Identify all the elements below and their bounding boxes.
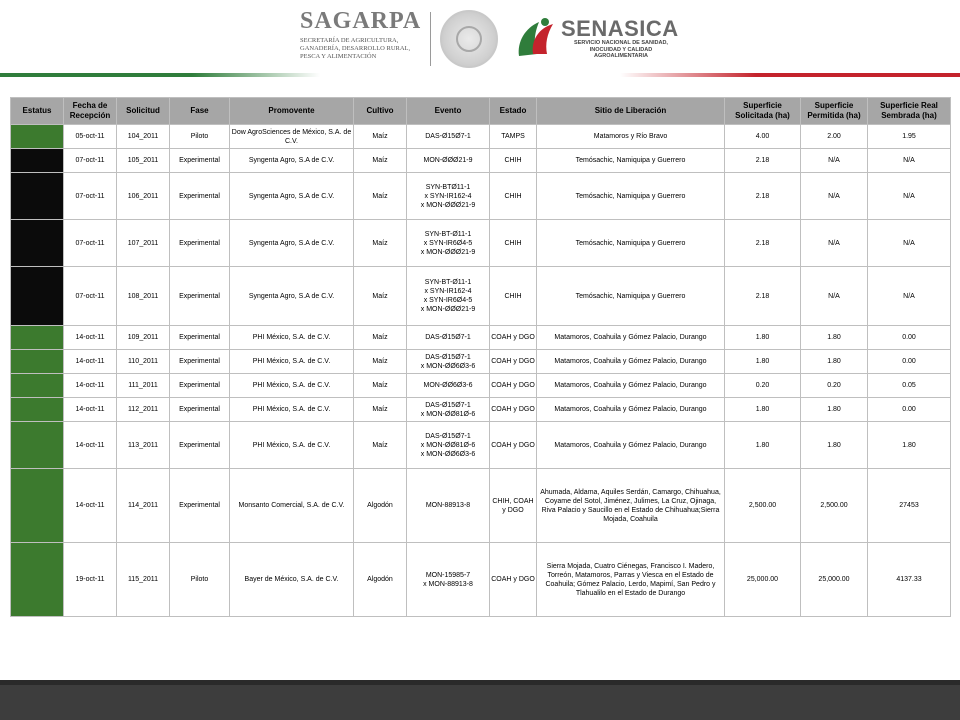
cell-solicitud: 113_2011 — [117, 422, 170, 469]
evento-line: x MON-88913-8 — [423, 580, 473, 588]
cell-sitio: Matamoros y Río Bravo — [537, 125, 725, 149]
evento-line: x MON-ØØØ21-9 — [420, 248, 476, 256]
cell-solicitud: 109_2011 — [117, 326, 170, 350]
cell-evento — [407, 469, 490, 543]
status-indicator — [11, 422, 64, 469]
cell-cultivo: Algodón — [354, 469, 407, 543]
cell-sitio: Matamoros, Coahuila y Gómez Palacio, Durango — [537, 374, 725, 398]
cell-estado: CHIH — [490, 173, 537, 220]
senasica-logo — [515, 14, 679, 64]
col-header-sup-sembrada: Superficie Real Sembrada (ha) — [868, 98, 951, 125]
cell-fecha: 07-oct-11 — [64, 173, 117, 220]
cell-solicitud: 107_2011 — [117, 220, 170, 267]
status-indicator — [11, 469, 64, 543]
cell-estado: COAH y DGO — [490, 326, 537, 350]
cell-sup-solicitada: 1.80 — [725, 350, 801, 374]
evento-line: DAS-Ø15Ø7-1 — [425, 334, 471, 341]
table-row — [11, 469, 951, 543]
cell-fase: Experimental — [170, 149, 230, 173]
header-red-line — [620, 73, 960, 77]
cell-cultivo: Maíz — [354, 125, 407, 149]
cell-promovente: Syngenta Agro, S.A de C.V. — [230, 220, 354, 267]
cell-cultivo: Maíz — [354, 350, 407, 374]
cell-sup-sembrada: 0.00 — [868, 398, 951, 422]
cell-sitio: Sierra Mojada, Cuatro Ciénegas, Francisco I. Madero, Torreón, Matamoros, Parras y Viesca en el Estado de Coahuila; Gómez Palacio, Lerdo, Mapimí, San Pedro y Tlahualilo en el Estado de Durango — [537, 543, 725, 617]
evento-line: DAS-Ø15Ø7-1 — [425, 353, 471, 361]
cell-sup-permitida: 1.80 — [801, 422, 868, 469]
col-header-sitio: Sitio de Liberación — [537, 98, 725, 125]
cell-fecha: 14-oct-11 — [64, 326, 117, 350]
status-indicator — [11, 149, 64, 173]
cell-sup-sembrada: N/A — [868, 149, 951, 173]
evento-line: x SYN-IR6Ø4-5 — [423, 297, 473, 304]
cell-fecha: 07-oct-11 — [64, 267, 117, 326]
cell-fase: Experimental — [170, 422, 230, 469]
cell-promovente: PHI México, S.A. de C.V. — [230, 326, 354, 350]
col-header-fecha: Fecha de Recepción — [64, 98, 117, 125]
status-indicator — [11, 350, 64, 374]
cell-fecha: 07-oct-11 — [64, 149, 117, 173]
evento-line: x SYN-IR162-4 — [424, 192, 472, 200]
table-row — [11, 350, 951, 374]
status-indicator — [11, 220, 64, 267]
cell-promovente: PHI México, S.A. de C.V. — [230, 398, 354, 422]
col-header-sup-solicitada: Superficie Solicitada (ha) — [725, 98, 801, 125]
cell-promovente: Monsanto Comercial, S.A. de C.V. — [230, 469, 354, 543]
cell-sitio: Temósachic, Namiquipa y Guerrero — [537, 173, 725, 220]
cell-estado: COAH y DGO — [490, 543, 537, 617]
cell-fase: Experimental — [170, 220, 230, 267]
cell-solicitud: 115_2011 — [117, 543, 170, 617]
cell-sup-sembrada: 4137.33 — [868, 543, 951, 617]
status-indicator — [11, 543, 64, 617]
cell-sup-solicitada: 25,000.00 — [725, 543, 801, 617]
cell-sup-permitida: 1.80 — [801, 350, 868, 374]
cell-sup-permitida: N/A — [801, 173, 868, 220]
cell-cultivo: Maíz — [354, 267, 407, 326]
cell-estado: COAH y DGO — [490, 398, 537, 422]
evento-line: x MON-ØØ6Ø3-6 — [420, 450, 476, 458]
cell-fecha: 14-oct-11 — [64, 422, 117, 469]
national-seal-icon — [440, 10, 498, 68]
evento-line: x MON-ØØ81Ø-6 — [420, 410, 476, 418]
col-header-promovente: Promovente — [230, 98, 354, 125]
cell-sup-solicitada: 1.80 — [725, 398, 801, 422]
status-indicator — [11, 173, 64, 220]
header — [0, 0, 960, 80]
evento-line: x MON-ØØ81Ø-6 — [420, 441, 476, 449]
evento-line: x MON-ØØ6Ø3-6 — [420, 362, 476, 370]
cell-sup-sembrada: 0.05 — [868, 374, 951, 398]
cell-fecha: 19-oct-11 — [64, 543, 117, 617]
table-row — [11, 422, 951, 469]
cell-sitio: Temósachic, Namiquipa y Guerrero — [537, 220, 725, 267]
col-header-sup-permitida: Superficie Permitida (ha) — [801, 98, 868, 125]
cell-sitio: Temósachic, Namiquipa y Guerrero — [537, 267, 725, 326]
cell-fecha: 05-oct-11 — [64, 125, 117, 149]
logo-divider — [430, 12, 431, 66]
cell-fase: Experimental — [170, 469, 230, 543]
cell-cultivo: Maíz — [354, 326, 407, 350]
cell-cultivo: Maíz — [354, 220, 407, 267]
cell-evento — [407, 374, 490, 398]
evento-line: DAS-Ø15Ø7-1 — [425, 432, 471, 440]
cell-sup-solicitada: 2,500.00 — [725, 469, 801, 543]
table-row — [11, 267, 951, 326]
cell-promovente: Syngenta Agro, S.A de C.V. — [230, 267, 354, 326]
cell-evento — [407, 125, 490, 149]
senasica-subtitle: SERVICIO NACIONAL DE SANIDAD, INOCUIDAD Y CALIDAD AGROALIMENTARIA — [574, 40, 668, 59]
table-row — [11, 125, 951, 149]
cell-promovente: PHI México, S.A. de C.V. — [230, 350, 354, 374]
cell-promovente: PHI México, S.A. de C.V. — [230, 374, 354, 398]
cell-sup-solicitada: 2.18 — [725, 149, 801, 173]
evento-line: x MON-ØØØ21-9 — [420, 306, 476, 313]
cell-solicitud: 111_2011 — [117, 374, 170, 398]
cell-sup-sembrada: N/A — [868, 220, 951, 267]
releases-table — [10, 97, 951, 617]
cell-sup-sembrada: 0.00 — [868, 326, 951, 350]
cell-evento — [407, 220, 490, 267]
cell-fecha: 07-oct-11 — [64, 220, 117, 267]
cell-promovente: PHI México, S.A. de C.V. — [230, 422, 354, 469]
cell-sup-solicitada: 2.18 — [725, 267, 801, 326]
cell-sup-solicitada: 0.20 — [725, 374, 801, 398]
cell-fase: Experimental — [170, 398, 230, 422]
cell-cultivo: Maíz — [354, 149, 407, 173]
cell-fase: Experimental — [170, 374, 230, 398]
table-row — [11, 149, 951, 173]
status-indicator — [11, 374, 64, 398]
cell-fecha: 14-oct-11 — [64, 398, 117, 422]
cell-estado: CHIH, COAH y DGO — [490, 469, 537, 543]
cell-solicitud: 112_2011 — [117, 398, 170, 422]
cell-fase: Experimental — [170, 267, 230, 326]
cell-evento — [407, 173, 490, 220]
releases-table-container — [10, 97, 950, 617]
cell-sup-permitida: N/A — [801, 267, 868, 326]
table-row — [11, 543, 951, 617]
cell-sitio: Matamoros, Coahuila y Gómez Palacio, Durango — [537, 350, 725, 374]
cell-evento — [407, 326, 490, 350]
cell-promovente: Syngenta Agro, S.A de C.V. — [230, 149, 354, 173]
senasica-icon — [515, 16, 557, 60]
cell-sup-sembrada: 0.00 — [868, 350, 951, 374]
sagarpa-title: SAGARPA — [300, 8, 422, 34]
cell-sup-permitida: 0.20 — [801, 374, 868, 398]
cell-fase: Experimental — [170, 350, 230, 374]
cell-fase: Experimental — [170, 326, 230, 350]
cell-sup-solicitada: 1.80 — [725, 326, 801, 350]
col-header-estado: Estado — [490, 98, 537, 125]
cell-fecha: 14-oct-11 — [64, 350, 117, 374]
cell-sup-permitida: N/A — [801, 149, 868, 173]
cell-cultivo: Maíz — [354, 422, 407, 469]
evento-line: x SYN-IR6Ø4-5 — [423, 239, 473, 247]
cell-promovente: Bayer de México, S.A. de C.V. — [230, 543, 354, 617]
cell-estado: COAH y DGO — [490, 374, 537, 398]
evento-line: MON-88913-8 — [425, 502, 471, 509]
cell-evento — [407, 149, 490, 173]
sagarpa-logo — [300, 8, 430, 68]
cell-sup-permitida: 25,000.00 — [801, 543, 868, 617]
cell-sitio: Temósachic, Namiquipa y Guerrero — [537, 149, 725, 173]
evento-line: x SYN-IR162-4 — [424, 288, 472, 295]
table-body — [11, 125, 951, 617]
sagarpa-subtitle: SECRETARÍA DE AGRICULTURA, GANADERÍA, DESARROLLO RURAL, PESCA Y ALIMENTACIÓN — [300, 37, 411, 60]
status-indicator — [11, 326, 64, 350]
evento-line: MON-15985-7 — [425, 571, 471, 579]
cell-promovente: Syngenta Agro, S.A de C.V. — [230, 173, 354, 220]
cell-sitio: Matamoros, Coahuila y Gómez Palacio, Durango — [537, 398, 725, 422]
cell-evento — [407, 543, 490, 617]
table-header-row — [11, 98, 951, 125]
table-row — [11, 220, 951, 267]
cell-fase: Piloto — [170, 125, 230, 149]
cell-sup-sembrada: N/A — [868, 267, 951, 326]
status-indicator — [11, 398, 64, 422]
evento-line: x MON-ØØØ21-9 — [420, 201, 476, 209]
cell-cultivo: Maíz — [354, 398, 407, 422]
senasica-title: SENASICA — [561, 16, 679, 41]
cell-cultivo: Maíz — [354, 173, 407, 220]
table-row — [11, 326, 951, 350]
cell-sitio: Matamoros, Coahuila y Gómez Palacio, Durango — [537, 326, 725, 350]
col-header-solicitud: Solicitud — [117, 98, 170, 125]
table-row — [11, 173, 951, 220]
cell-fase: Experimental — [170, 173, 230, 220]
cell-sup-permitida: N/A — [801, 220, 868, 267]
cell-evento — [407, 398, 490, 422]
cell-solicitud: 104_2011 — [117, 125, 170, 149]
cell-cultivo: Maíz — [354, 374, 407, 398]
cell-sitio: Ahumada, Aldama, Aquiles Serdán, Camargo, Chihuahua, Coyame del Sotol, Jiménez, Julimes, La Cruz, Ojinaga, Riva Palacio y Saucillo en el Estado de Chihuahua;Sierra Mojada, Coahuila — [537, 469, 725, 543]
evento-line: MON-ØØØ21-9 — [423, 157, 473, 164]
cell-solicitud: 106_2011 — [117, 173, 170, 220]
cell-fecha: 14-oct-11 — [64, 469, 117, 543]
cell-cultivo: Algodón — [354, 543, 407, 617]
evento-line: SYN-BT-Ø11-1 — [424, 230, 472, 238]
status-indicator — [11, 125, 64, 149]
header-green-line — [0, 73, 320, 77]
cell-evento — [407, 422, 490, 469]
cell-estado: COAH y DGO — [490, 350, 537, 374]
cell-estado: CHIH — [490, 220, 537, 267]
cell-sitio: Matamoros, Coahuila y Gómez Palacio, Durango — [537, 422, 725, 469]
cell-sup-solicitada: 2.18 — [725, 173, 801, 220]
evento-line: MON-ØØ6Ø3-6 — [423, 382, 473, 389]
cell-estado: COAH y DGO — [490, 422, 537, 469]
cell-sup-solicitada: 4.00 — [725, 125, 801, 149]
status-indicator — [11, 267, 64, 326]
cell-estado: TAMPS — [490, 125, 537, 149]
evento-line: SYN-BTØ11-1 — [425, 183, 471, 191]
cell-sup-permitida: 1.80 — [801, 326, 868, 350]
cell-solicitud: 108_2011 — [117, 267, 170, 326]
cell-solicitud: 110_2011 — [117, 350, 170, 374]
cell-sup-sembrada: 27453 — [868, 469, 951, 543]
col-header-estatus: Estatus — [11, 98, 64, 125]
cell-estado: CHIH — [490, 149, 537, 173]
evento-line: DAS-Ø15Ø7-1 — [425, 401, 471, 409]
cell-sup-solicitada: 1.80 — [725, 422, 801, 469]
table-row — [11, 398, 951, 422]
col-header-cultivo: Cultivo — [354, 98, 407, 125]
cell-sup-sembrada: N/A — [868, 173, 951, 220]
footer-band — [0, 680, 960, 685]
col-header-evento: Evento — [407, 98, 490, 125]
cell-sup-sembrada: 1.95 — [868, 125, 951, 149]
cell-estado: CHIH — [490, 267, 537, 326]
cell-evento — [407, 350, 490, 374]
cell-solicitud: 105_2011 — [117, 149, 170, 173]
cell-evento — [407, 267, 490, 326]
cell-sup-permitida: 1.80 — [801, 398, 868, 422]
cell-sup-permitida: 2,500.00 — [801, 469, 868, 543]
cell-fecha: 14-oct-11 — [64, 374, 117, 398]
cell-promovente: Dow AgroSciences de México, S.A. de C.V. — [230, 125, 354, 149]
footer-bar — [0, 680, 960, 720]
cell-solicitud: 114_2011 — [117, 469, 170, 543]
cell-fase: Piloto — [170, 543, 230, 617]
cell-sup-solicitada: 2.18 — [725, 220, 801, 267]
evento-line: DAS-Ø15Ø7-1 — [425, 133, 471, 140]
cell-sup-permitida: 2.00 — [801, 125, 868, 149]
evento-line: SYN-BT-Ø11-1 — [424, 279, 472, 286]
cell-sup-sembrada: 1.80 — [868, 422, 951, 469]
col-header-fase: Fase — [170, 98, 230, 125]
table-row — [11, 374, 951, 398]
